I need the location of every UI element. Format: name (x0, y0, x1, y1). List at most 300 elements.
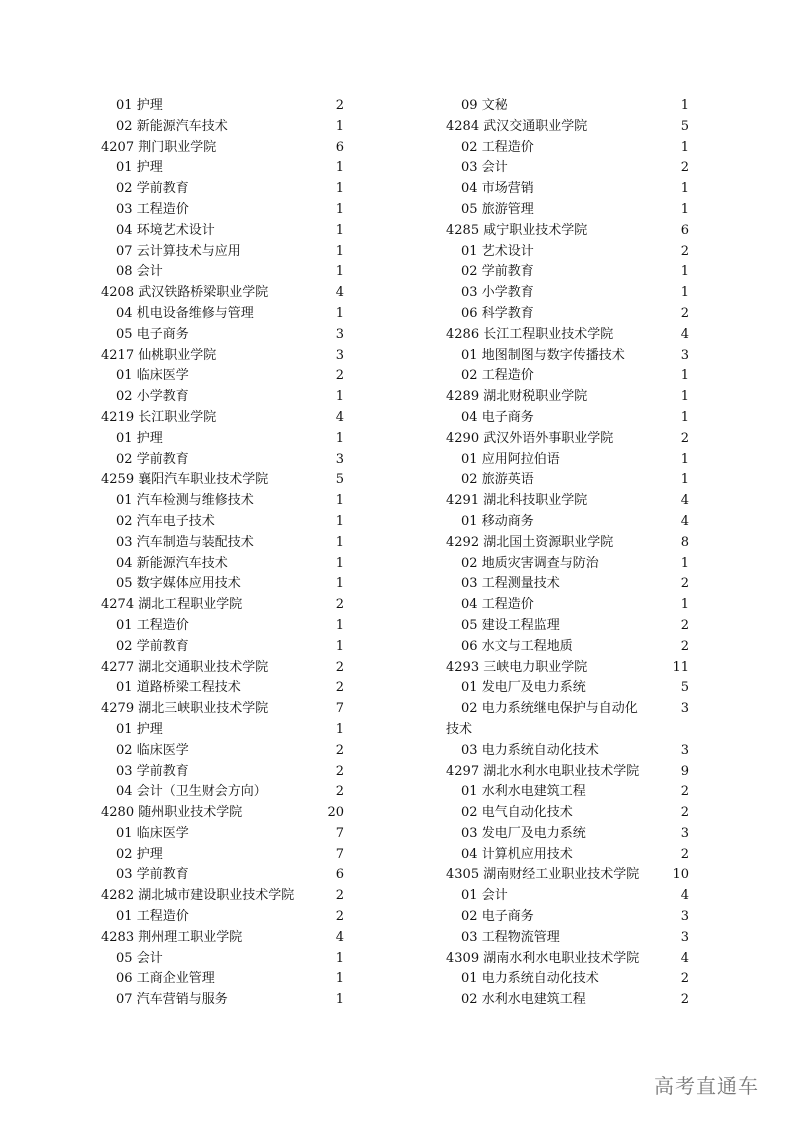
quota-count: 10 (672, 867, 689, 883)
major-row (446, 366, 692, 387)
major-name: 电气自动化技术 (481, 805, 573, 821)
school-code: 4279 (101, 701, 135, 717)
quota-count: 3 (680, 909, 689, 925)
major-name: 道路桥梁工程技术 (136, 680, 241, 696)
quota-count: 4 (680, 493, 689, 509)
major-row (101, 429, 347, 450)
major-row (446, 616, 692, 637)
school-name: 长江工程职业技术学院 (483, 326, 614, 342)
entry-label (101, 181, 189, 196)
major-name: 工程物流管理 (481, 929, 560, 945)
school-code: 4219 (101, 409, 135, 425)
major-name: 计算机应用技术 (481, 846, 573, 862)
major-row (446, 637, 692, 658)
school-row (446, 949, 692, 970)
entry-label (101, 992, 228, 1007)
major-row (101, 949, 347, 970)
major-code: 01 (116, 493, 133, 509)
entry-label (101, 410, 216, 425)
entry-label (101, 452, 189, 467)
quota-count: 2 (680, 160, 689, 176)
entry-label (446, 826, 586, 841)
school-row (446, 865, 692, 886)
entry-label (446, 306, 534, 321)
major-code: 01 (461, 451, 478, 467)
entry-label (101, 472, 268, 487)
major-row (446, 158, 692, 179)
entry-label (101, 98, 163, 113)
school-code: 4283 (101, 929, 135, 945)
entry-label (446, 639, 573, 654)
school-code: 4292 (446, 534, 480, 550)
major-row (446, 262, 692, 283)
quota-count: 2 (680, 805, 689, 821)
quota-count: 1 (680, 139, 689, 155)
quota-count: 1 (680, 181, 689, 197)
major-code: 03 (116, 201, 133, 217)
quota-count: 1 (335, 513, 344, 529)
quota-count: 1 (335, 305, 344, 321)
major-name: 水文与工程地质 (481, 638, 573, 654)
major-code: 04 (461, 597, 478, 613)
major-code: 02 (116, 118, 133, 134)
major-code: 02 (461, 555, 478, 571)
major-row (101, 845, 347, 866)
entry-label (101, 867, 189, 882)
major-name: 临床医学 (136, 742, 189, 758)
major-row (101, 741, 347, 762)
quota-count: 2 (335, 742, 344, 758)
entry-label (101, 888, 294, 903)
entry-label (446, 930, 560, 945)
major-code: 03 (116, 867, 133, 883)
major-code: 02 (116, 742, 133, 758)
entry-label (101, 389, 189, 404)
major-code: 04 (461, 846, 478, 862)
major-code: 03 (116, 763, 133, 779)
major-code: 03 (461, 160, 478, 176)
major-code: 04 (116, 305, 133, 321)
major-name: 发电厂及电力系统 (481, 825, 586, 841)
quota-count: 2 (680, 617, 689, 633)
major-row (446, 907, 692, 928)
quota-count: 3 (335, 451, 344, 467)
entry-label (101, 784, 267, 799)
entry-label (446, 285, 534, 300)
school-code: 4277 (101, 659, 135, 675)
major-code: 04 (116, 784, 133, 800)
entry-label (101, 535, 254, 550)
entry-label (101, 327, 189, 342)
school-code: 4284 (446, 118, 480, 134)
school-row (446, 117, 692, 138)
entry-label (446, 410, 534, 425)
quota-count: 7 (335, 825, 344, 841)
major-name: 会计（卫生财会方向） (136, 784, 267, 800)
school-row (446, 429, 692, 450)
major-code: 05 (116, 950, 133, 966)
entry-label (101, 701, 268, 716)
entry-label (446, 680, 586, 695)
entry-label (101, 514, 215, 529)
school-name: 湖北财税职业学院 (483, 389, 588, 405)
major-row (101, 221, 347, 242)
quota-count: 2 (680, 243, 689, 259)
major-code: 02 (461, 701, 478, 717)
major-code: 05 (116, 326, 133, 342)
quota-count: 1 (335, 430, 344, 446)
quota-count: 4 (680, 888, 689, 904)
major-code: 03 (461, 576, 478, 592)
entry-label (101, 909, 189, 924)
school-name: 武汉外语外事职业学院 (483, 430, 614, 446)
entry-label (446, 743, 599, 758)
quota-count: 5 (680, 680, 689, 696)
entry-label (446, 140, 534, 155)
major-code: 09 (461, 98, 478, 113)
school-code: 4293 (446, 659, 480, 675)
quota-count: 1 (335, 534, 344, 550)
quota-count: 1 (335, 950, 344, 966)
entry-label (446, 389, 587, 404)
watermark-logo: 高考直通车 (654, 1074, 759, 1098)
major-row (446, 803, 692, 824)
school-name: 咸宁职业技术学院 (483, 222, 588, 238)
major-name: 工程造价 (481, 368, 534, 384)
major-name: 科学教育 (481, 305, 534, 321)
school-row (101, 408, 347, 429)
major-row (446, 699, 692, 741)
quota-count: 1 (335, 243, 344, 259)
quota-count: 1 (335, 638, 344, 654)
major-name: 环境艺术设计 (136, 222, 215, 238)
quota-count: 1 (335, 992, 344, 1008)
major-name: 护理 (136, 98, 163, 113)
school-row (446, 491, 692, 512)
quota-count: 1 (680, 555, 689, 571)
quota-count: 2 (680, 846, 689, 862)
major-code: 02 (461, 805, 478, 821)
major-name: 移动商务 (481, 513, 534, 529)
entry-label (446, 160, 508, 175)
major-code: 02 (461, 992, 478, 1008)
entry-label (101, 660, 268, 675)
major-row (446, 408, 692, 429)
major-code: 02 (116, 638, 133, 654)
major-name: 市场营销 (481, 181, 534, 197)
quota-count: 1 (335, 118, 344, 134)
quota-count: 4 (335, 409, 344, 425)
school-name: 荆门职业学院 (138, 139, 217, 155)
quota-count: 1 (335, 617, 344, 633)
major-row (446, 845, 692, 866)
major-name: 汽车电子技术 (136, 513, 215, 529)
entry-label (446, 784, 586, 799)
quota-count: 2 (335, 659, 344, 675)
entry-label (101, 140, 216, 155)
major-name: 工程造价 (136, 617, 189, 633)
major-name: 学前教育 (136, 763, 189, 779)
quota-count: 2 (335, 909, 344, 925)
quota-count: 1 (335, 222, 344, 238)
major-name: 建设工程监理 (481, 617, 560, 633)
school-code: 4297 (446, 763, 480, 779)
major-code: 01 (116, 909, 133, 925)
quota-count: 2 (680, 784, 689, 800)
major-code: 01 (461, 513, 478, 529)
school-row (446, 658, 692, 679)
major-row (446, 242, 692, 263)
entry-label (446, 701, 638, 716)
entry-label (446, 452, 560, 467)
school-name: 三峡电力职业学院 (483, 659, 588, 675)
entry-label (101, 556, 228, 571)
entry-label (446, 223, 587, 238)
major-code: 01 (461, 680, 478, 696)
quota-count: 20 (327, 805, 344, 821)
major-code: 02 (116, 389, 133, 405)
major-row (446, 96, 692, 117)
major-code: 02 (461, 368, 478, 384)
entry-label (101, 680, 241, 695)
major-row (101, 782, 347, 803)
major-row (446, 554, 692, 575)
major-code: 04 (461, 181, 478, 197)
quota-count: 2 (335, 368, 344, 384)
quota-count: 1 (335, 264, 344, 280)
major-row (446, 450, 692, 471)
major-row (101, 450, 347, 471)
major-code: 01 (461, 784, 478, 800)
quota-count: 1 (680, 389, 689, 405)
entry-label (446, 202, 534, 217)
school-name: 长江职业学院 (138, 409, 217, 425)
quota-count: 1 (335, 493, 344, 509)
major-name: 临床医学 (136, 368, 189, 384)
major-row (446, 678, 692, 699)
major-name: 电力系统自动化技术 (481, 971, 599, 987)
major-row (101, 179, 347, 200)
entry-label (101, 264, 163, 279)
major-row (101, 907, 347, 928)
major-code: 02 (461, 909, 478, 925)
quota-count: 2 (680, 638, 689, 654)
entry-label (101, 202, 189, 217)
major-name: 地图制图与数字传播技术 (481, 347, 625, 363)
entry-label (446, 556, 599, 571)
major-row (101, 990, 347, 1011)
major-row (101, 512, 347, 533)
major-row (446, 138, 692, 159)
quota-count: 2 (680, 971, 689, 987)
school-row (446, 533, 692, 554)
quota-count: 1 (680, 368, 689, 384)
major-row (446, 824, 692, 845)
quota-count: 5 (680, 118, 689, 134)
school-name: 湖北水利水电职业技术学院 (483, 763, 640, 779)
quota-count: 3 (680, 347, 689, 363)
quota-count: 1 (335, 389, 344, 405)
major-row (446, 928, 692, 949)
major-name: 水利水电建筑工程 (481, 784, 586, 800)
entry-label (101, 348, 216, 363)
entry-label (446, 472, 534, 487)
quota-count: 9 (680, 763, 689, 779)
major-code: 03 (461, 825, 478, 841)
entry-label (101, 847, 163, 862)
quota-count: 3 (680, 929, 689, 945)
major-code: 01 (461, 243, 478, 259)
quota-count: 1 (680, 98, 689, 113)
major-name: 电力系统自动化技术 (481, 742, 599, 758)
school-row (101, 699, 347, 720)
school-code: 4285 (446, 222, 480, 238)
major-row (446, 283, 692, 304)
entry-label (101, 971, 215, 986)
entry-label (101, 119, 228, 134)
major-code: 06 (116, 971, 133, 987)
quota-count: 2 (335, 763, 344, 779)
entry-label (446, 348, 625, 363)
major-code: 05 (461, 201, 478, 217)
quota-count: 11 (672, 659, 689, 675)
major-name: 小学教育 (136, 389, 189, 405)
entry-label (446, 181, 534, 196)
entry-label (101, 764, 189, 779)
major-code: 01 (461, 971, 478, 987)
entry-label (101, 244, 241, 259)
major-row (101, 969, 347, 990)
school-row (101, 283, 347, 304)
left-column (101, 96, 347, 1011)
major-name: 工程造价 (136, 201, 189, 217)
major-name: 工商企业管理 (136, 971, 215, 987)
major-code: 06 (461, 305, 478, 321)
major-name: 电力系统继电保护与自动化 (481, 701, 638, 717)
school-name: 仙桃职业学院 (138, 347, 217, 363)
quota-count: 1 (335, 160, 344, 176)
major-name: 会计 (136, 264, 163, 280)
entry-label (101, 597, 242, 612)
major-row (101, 533, 347, 554)
school-name: 湖北城市建设职业技术学院 (138, 888, 295, 904)
major-row (446, 512, 692, 533)
entry-label (446, 244, 534, 259)
entry-label (446, 514, 534, 529)
entry-label (446, 660, 587, 675)
school-name: 湖北工程职业学院 (138, 597, 243, 613)
major-row (101, 678, 347, 699)
quota-count: 1 (335, 181, 344, 197)
major-code: 02 (461, 472, 478, 488)
entry-label (446, 888, 508, 903)
major-code: 02 (116, 181, 133, 197)
school-row (101, 470, 347, 491)
quota-count: 1 (680, 472, 689, 488)
quota-count: 7 (335, 701, 344, 717)
major-name: 护理 (136, 160, 163, 176)
school-code: 4208 (101, 285, 135, 301)
major-row (446, 969, 692, 990)
major-code: 02 (461, 139, 478, 155)
quota-count: 1 (680, 285, 689, 301)
quota-count: 2 (335, 888, 344, 904)
major-row (101, 637, 347, 658)
major-name: 临床医学 (136, 825, 189, 841)
quota-count: 1 (335, 576, 344, 592)
school-row (101, 928, 347, 949)
school-row (101, 346, 347, 367)
major-code: 05 (116, 576, 133, 592)
major-name: 会计 (136, 950, 163, 966)
major-name: 云计算技术与应用 (136, 243, 241, 259)
school-code: 4282 (101, 888, 135, 904)
entry-label (101, 493, 254, 508)
school-row (446, 387, 692, 408)
major-name: 汽车营销与服务 (136, 992, 228, 1008)
entry-label (446, 909, 534, 924)
major-row (101, 387, 347, 408)
school-row (101, 658, 347, 679)
school-code: 4286 (446, 326, 480, 342)
entry-label (446, 597, 534, 612)
school-name: 武汉交通职业学院 (483, 118, 588, 134)
major-code: 04 (116, 555, 133, 571)
entry-label (101, 743, 189, 758)
entry-label (101, 930, 242, 945)
quota-count: 1 (335, 971, 344, 987)
school-name: 随州职业技术学院 (138, 805, 243, 821)
major-code: 01 (116, 430, 133, 446)
major-name: 学前教育 (136, 867, 189, 883)
major-code: 03 (461, 742, 478, 758)
major-name: 护理 (136, 721, 163, 737)
school-name: 湖北科技职业学院 (483, 493, 588, 509)
school-name: 襄阳汽车职业技术学院 (138, 472, 269, 488)
major-row (446, 990, 692, 1011)
school-name: 荆州理工职业学院 (138, 929, 243, 945)
entry-label (101, 826, 189, 841)
major-name: 工程造价 (481, 139, 534, 155)
major-code: 01 (116, 617, 133, 633)
major-row (446, 346, 692, 367)
entry-label (446, 431, 613, 446)
major-code: 07 (116, 992, 133, 1008)
quota-count: 2 (680, 430, 689, 446)
major-code: 02 (116, 451, 133, 467)
quota-count: 1 (680, 409, 689, 425)
major-row (101, 366, 347, 387)
major-name: 工程造价 (481, 597, 534, 613)
school-name: 湖南财经工业职业技术学院 (483, 867, 640, 883)
school-row (101, 886, 347, 907)
major-name-continued: 技术 (446, 721, 473, 737)
major-name: 数字媒体应用技术 (136, 576, 241, 592)
school-code: 4290 (446, 430, 480, 446)
major-row (446, 595, 692, 616)
school-row (101, 803, 347, 824)
major-code: 02 (116, 846, 133, 862)
major-name: 会计 (481, 160, 508, 176)
major-code: 01 (116, 368, 133, 384)
major-name: 学前教育 (136, 638, 189, 654)
entry-label (446, 119, 587, 134)
quota-count: 1 (335, 721, 344, 737)
quota-count: 2 (335, 597, 344, 613)
entry-label (446, 327, 613, 342)
major-name: 学前教育 (136, 181, 189, 197)
major-code: 03 (461, 285, 478, 301)
